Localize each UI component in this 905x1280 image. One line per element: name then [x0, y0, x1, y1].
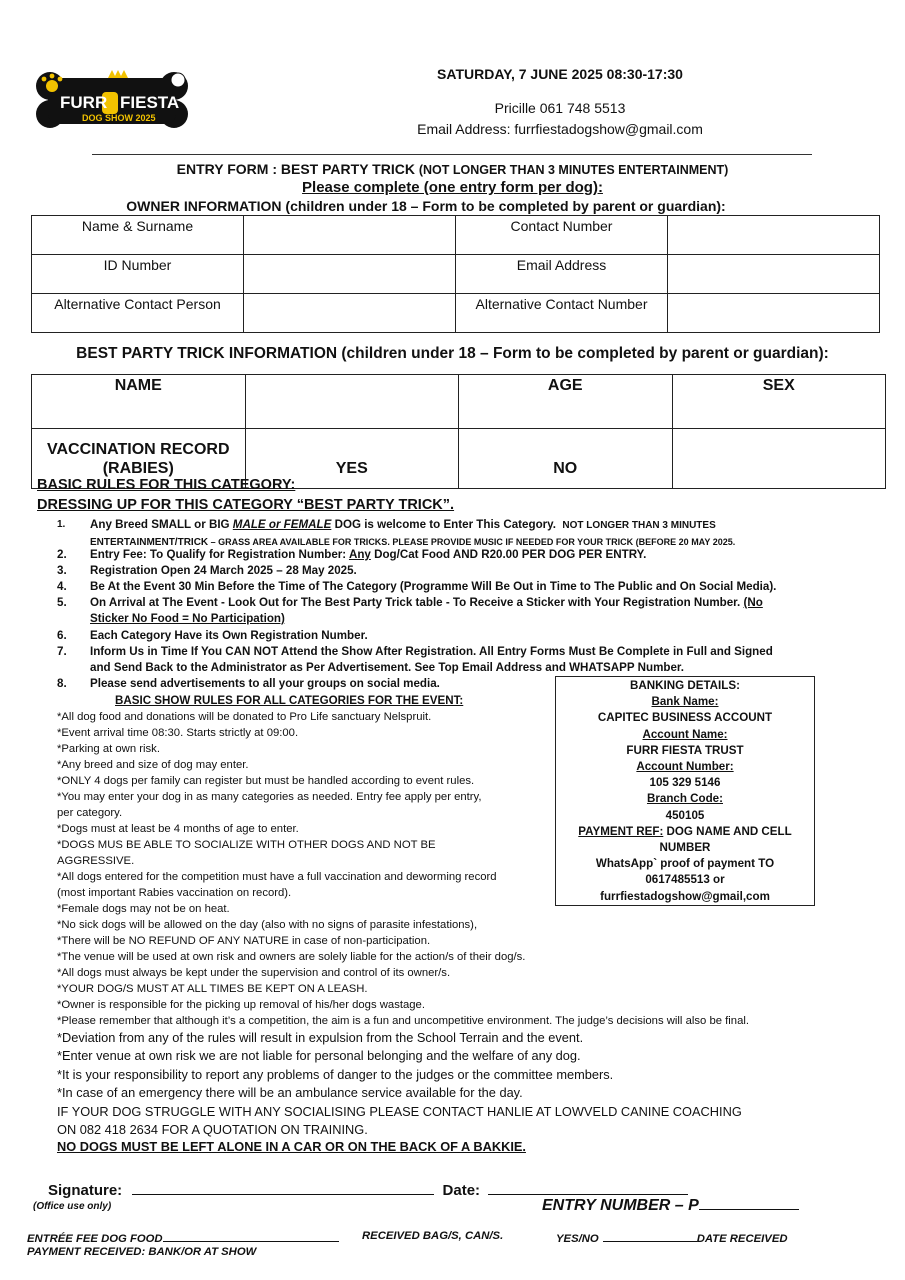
- trick-info-heading: BEST PARTY TRICK INFORMATION (children under 18 – Form to be completed by parent or guardian):: [76, 345, 829, 362]
- field-contact-number[interactable]: [668, 216, 880, 255]
- final-warning: NO DOGS MUST BE LEFT ALONE IN A CAR OR ON THE BACK OF A BAKKIE.: [57, 1139, 526, 1154]
- show-rule-item: (most important Rabies vaccination on record).: [57, 887, 292, 899]
- contact-email: Email Address: furrfiestadogshow@gmail.com: [417, 121, 703, 137]
- date-label: Date:: [442, 1182, 481, 1199]
- label-dog-name: NAME: [32, 375, 246, 429]
- owner-info-table: [31, 215, 880, 333]
- show-rule-item: *In case of an emergency there will be an ambulance service available for the day.: [57, 1085, 523, 1101]
- field-id-number[interactable]: [244, 255, 456, 294]
- show-rule-item: *ONLY 4 dogs per family can register but must be handled according to event rules.: [57, 775, 475, 787]
- form-title-note: (NOT LONGER THAN 3 MINUTES ENTERTAINMENT): [418, 163, 729, 177]
- logo-text-fiesta: FIESTA: [120, 93, 180, 112]
- show-rule-item: *Parking at own risk.: [57, 743, 160, 755]
- entry-number: ENTRY NUMBER – P: [542, 1196, 799, 1215]
- show-rule-item: *Female dogs may not be on heat.: [57, 903, 230, 915]
- show-rule-item: *The venue will be used at own risk and owners are solely liable for the action/s of their dog/s.: [57, 951, 526, 963]
- show-rule-item: IF YOUR DOG STRUGGLE WITH ANY SOCIALISING PLEASE CONTACT HANLIE AT LOWVELD CANINE COACHING: [57, 1103, 742, 1119]
- show-rule-item: *Event arrival time 08:30. Starts strictly at 09:00.: [57, 727, 299, 739]
- rule-3: 3. Registration Open 24 March 2025 – 28 May 2025.: [57, 564, 357, 577]
- label-dog-age: AGE: [459, 375, 673, 429]
- account-name-label: Account Name:: [642, 727, 728, 741]
- branch-code: 450105: [665, 808, 705, 822]
- owner-info-heading: OWNER INFORMATION (children under 18 – Form to be completed by parent or guardian):: [126, 198, 726, 214]
- show-rule-item: *It is your responsibility to report any problems of danger to the judges or the committee members.: [57, 1066, 614, 1082]
- label-alt-contact-number: Alternative Contact Number: [456, 294, 668, 333]
- header-divider: [92, 154, 812, 155]
- event-date: SATURDAY, 7 JUNE 2025 08:30-17:30: [437, 66, 683, 82]
- show-rule-item: *Owner is responsible for the picking up removal of his/her dogs wastage.: [57, 999, 425, 1011]
- rule-1: 1. Any Breed SMALL or BIG MALE or FEMALE DOG is welcome to Enter This Category. NOT LONGER THAN 3 MINUTES ENTERTAINMENT/TRICK – GRASS AREA AVAILABLE FOR TRICKS. PLEASE PROVIDE MUSIC IF NEEDED FOR YOUR TRICK (BEFORE 20 MAY 2025.: [57, 518, 736, 548]
- entry-number-line[interactable]: [699, 1196, 799, 1210]
- branch-code-label: Branch Code:: [646, 792, 723, 806]
- rule-7: 7. Inform Us in Time If You CAN NOT Attend the Show After Registration. All Entry Forms Must Be Complete in Full and Signed and Send Back to the Administrator as Per Advertisement. See Top Email Address and WHATSAPP Number.: [57, 645, 773, 674]
- label-dog-sex: SEX: [672, 375, 886, 429]
- show-rule-item: per category.: [57, 807, 123, 819]
- option-vaccination-no[interactable]: NO: [459, 429, 673, 489]
- label-alt-contact-person: Alternative Contact Person: [32, 294, 244, 333]
- show-rule-item: *YOUR DOG/S MUST AT ALL TIMES BE KEPT ON A LEASH.: [57, 983, 368, 995]
- field-name-surname[interactable]: [244, 216, 456, 255]
- rules-heading: BASIC RULES FOR THIS CATEGORY:: [37, 477, 296, 493]
- field-alt-contact-person[interactable]: [244, 294, 456, 333]
- rule-2: 2. Entry Fee: To Qualify for Registration Number: Any Dog/Cat Food AND R20.00 PER DOG PER ENTRY.: [57, 548, 647, 561]
- bank-title: BANKING DETAILS:: [630, 679, 740, 692]
- show-rules-heading: BASIC SHOW RULES FOR ALL CATEGORIES FOR THE EVENT:: [115, 694, 464, 707]
- show-rule-item: *Dogs must at least be 4 months of age to enter.: [57, 823, 299, 835]
- show-rule-item: *Deviation from any of the rules will result in expulsion from the School Terrain and the event.: [57, 1030, 584, 1045]
- signature-line[interactable]: [132, 1178, 434, 1195]
- field-email-address[interactable]: [668, 255, 880, 294]
- dressing-up-heading: DRESSING UP FOR THIS CATEGORY “BEST PARTY TRICK”.: [37, 497, 455, 513]
- show-rule-item: ON 082 418 2634 FOR A QUOTATION ON TRAINING.: [57, 1122, 368, 1137]
- form-title: ENTRY FORM : BEST PARTY TRICK (NOT LONGER THAN 3 MINUTES ENTERTAINMENT): [176, 161, 729, 177]
- account-number: 105 329 5146: [649, 776, 721, 790]
- show-rule-item: *All dogs must always be kept under the supervision and control of its owner/s.: [57, 967, 451, 979]
- contact-phone: Pricille 061 748 5513: [494, 100, 626, 116]
- label-id-number: ID Number: [32, 255, 244, 294]
- account-number-label: Account Number:: [636, 760, 734, 774]
- yesno-row: YES/NO DATE RECEIVED: [556, 1230, 788, 1245]
- show-rule-item: *You may enter your dog in as many categories as needed. Entry fee apply per entry,: [57, 791, 482, 803]
- show-rule-item: *There will be NO REFUND OF ANY NATURE in case of non-participation.: [57, 935, 431, 947]
- account-name: FURR FIESTA TRUST: [626, 743, 744, 757]
- banking-details-box: [555, 676, 815, 906]
- logo-text-furr: FURR: [60, 93, 108, 112]
- signature-label: Signature:: [48, 1182, 123, 1199]
- show-rule-item: *Please remember that although it’s a competition, the aim is a fun and uncompetitive environment. The judge’s decisions will also be final.: [57, 1015, 750, 1027]
- office-use-label: (Office use only): [33, 1201, 112, 1212]
- proof-email: furrfiestadogshow@gmail,com: [600, 889, 770, 903]
- payment-received: PAYMENT RECEIVED: BANK/OR AT SHOW: [27, 1246, 257, 1258]
- bank-name-label: Bank Name:: [651, 695, 719, 709]
- rule-4: 4. Be At the Event 30 Min Before the Time of The Category (Programme Will Be Out in Time to The Public and On Social Media).: [57, 580, 777, 593]
- received-label: RECEIVED BAG/S, CAN/S.: [362, 1230, 504, 1242]
- label-vaccination: VACCINATION RECORD (RABIES): [32, 429, 246, 489]
- show-rule-item: *Any breed and size of dog may enter.: [57, 759, 249, 771]
- show-rule-item: *All dog food and donations will be donated to Pro Life sanctuary Nelspruit.: [57, 711, 432, 723]
- rule-5: 5. On Arrival at The Event - Look Out for The Best Party Trick table - To Receive a Sticker with Your Registration Number. (No Sticker No Food = No Participation): [57, 596, 763, 625]
- show-rule-item: *No sick dogs will be allowed on the day (also with no signs of parasite infestations),: [57, 919, 478, 931]
- label-contact-number: Contact Number: [456, 216, 668, 255]
- option-vaccination-yes[interactable]: YES: [245, 429, 459, 489]
- field-alt-contact-number[interactable]: [668, 294, 880, 333]
- field-dog-name[interactable]: [245, 375, 459, 429]
- show-rule-item: *All dogs entered for the competition must have a full vaccination and deworming record: [57, 871, 497, 883]
- show-rule-item: *DOGS MUS BE ABLE TO SOCIALIZE WITH OTHER DOGS AND NOT BE: [57, 839, 436, 851]
- dog-info-table: [31, 374, 886, 489]
- furr-fiesta-logo: [32, 66, 192, 136]
- payment-ref: PAYMENT REF: DOG NAME AND CELL: [578, 824, 792, 838]
- proof-of-payment: WhatsApp` proof of payment TO: [595, 857, 775, 871]
- yesno-line[interactable]: [603, 1230, 697, 1242]
- field-vaccination-extra[interactable]: [672, 429, 886, 489]
- proof-phone: 0617485513 or: [645, 873, 725, 887]
- entree-fee-row: ENTRÉE FEE DOG FOOD: [27, 1230, 339, 1245]
- logo-text-dogshow: DOG SHOW 2025: [82, 113, 156, 123]
- payment-ref-2: NUMBER: [659, 841, 711, 855]
- show-rule-item: AGGRESSIVE.: [57, 855, 135, 867]
- show-rule-item: *Enter venue at own risk we are not liable for personal belonging and the welfare of any dog.: [57, 1048, 581, 1064]
- form-subtitle: Please complete (one entry form per dog):: [302, 179, 603, 196]
- label-name-surname: Name & Surname: [32, 216, 244, 255]
- rule-8: 8. Please send advertisements to all your groups on social media.: [57, 677, 440, 690]
- label-email-address: Email Address: [456, 255, 668, 294]
- bank-name: CAPITEC BUSINESS ACCOUNT: [597, 711, 773, 725]
- date-line[interactable]: [488, 1178, 688, 1195]
- dog-food-line[interactable]: [163, 1230, 339, 1242]
- rule-6: 6. Each Category Have its Own Registration Number.: [57, 629, 368, 642]
